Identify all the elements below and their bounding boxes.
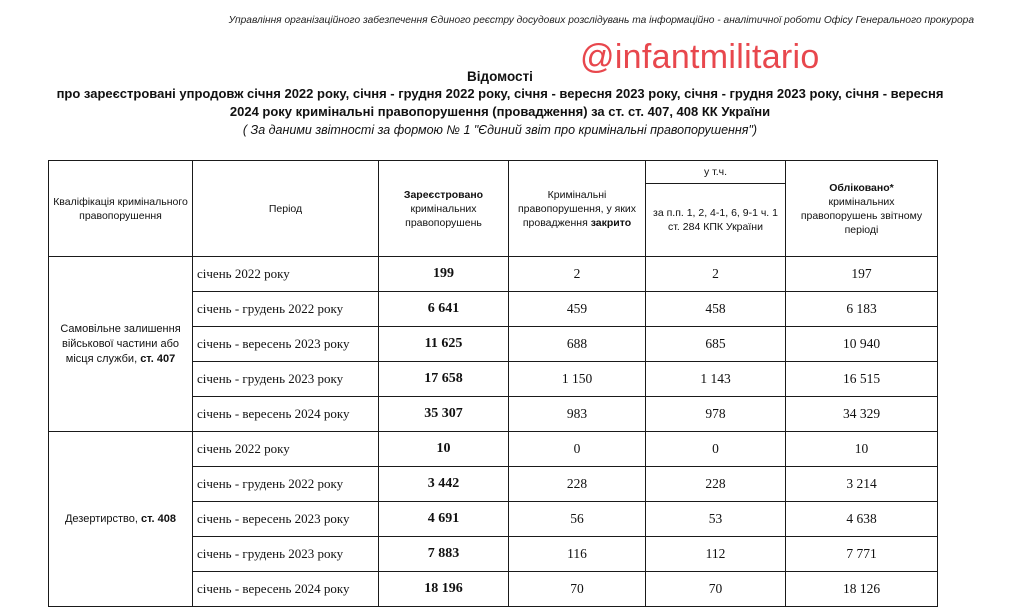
registered-cell: 3 442: [379, 467, 509, 502]
period-cell: січень 2022 року: [193, 432, 379, 467]
accounted-cell: 4 638: [786, 502, 938, 537]
title-block: [30, 68, 970, 139]
closed-cell: 459: [509, 292, 646, 327]
registered-cell: 18 196: [379, 572, 509, 607]
period-cell: січень - грудень 2022 року: [193, 467, 379, 502]
closed-cell: 688: [509, 327, 646, 362]
closed-sub-cell: 70: [646, 572, 786, 607]
header-including: у т.ч.: [646, 161, 786, 184]
header-qualification: Кваліфікація кримінального правопорушення: [49, 161, 193, 257]
period-cell: січень - вересень 2024 року: [193, 572, 379, 607]
accounted-cell: 18 126: [786, 572, 938, 607]
period-cell: січень - вересень 2023 року: [193, 502, 379, 537]
document-source-note: ( За даними звітності за формою № 1 "Єдиний звіт про кримінальні правопорушення"): [242, 123, 758, 137]
table-row: [49, 432, 938, 467]
registered-cell: 10: [379, 432, 509, 467]
closed-cell: 2: [509, 257, 646, 292]
department-header: Управління організаційного забезпечення Єдиного реєстру досудових розслідувань та інформаційно - аналітичної роботи Офісу Генерального прокурора: [228, 15, 974, 26]
registered-cell: 11 625: [379, 327, 509, 362]
header-accounted-rest: кримінальних правопорушень звітному періоді: [800, 195, 923, 236]
offense-article: ст. 407: [140, 352, 176, 365]
watermark: @infantmilitario: [580, 38, 820, 76]
accounted-cell: 34 329: [786, 397, 938, 432]
closed-sub-cell: 112: [646, 537, 786, 572]
accounted-cell: 10 940: [786, 327, 938, 362]
closed-cell: 228: [509, 467, 646, 502]
registered-cell: 7 883: [379, 537, 509, 572]
offense-article: ст. 408: [141, 512, 177, 525]
closed-cell: 116: [509, 537, 646, 572]
document-subtitle: про зареєстровані упродовж січня 2022 року, січня - грудня 2022 року, січня - вересня 2023 року, січня - грудня 2023 року, січня - вересня 2024 року кримінальні правопорушення (провадження) за ст. ст. 407, 408 КК України: [56, 86, 944, 119]
offense-cell: [49, 257, 193, 432]
closed-sub-cell: 685: [646, 327, 786, 362]
period-cell: січень - вересень 2023 року: [193, 327, 379, 362]
closed-cell: 0: [509, 432, 646, 467]
header-registered: [379, 161, 509, 257]
closed-sub-cell: 978: [646, 397, 786, 432]
registered-cell: 17 658: [379, 362, 509, 397]
offense-text: Дезертирство,: [64, 512, 141, 525]
accounted-cell: 3 214: [786, 467, 938, 502]
closed-cell: 56: [509, 502, 646, 537]
accounted-cell: 10: [786, 432, 938, 467]
closed-cell: 983: [509, 397, 646, 432]
header-period: Період: [193, 161, 379, 257]
statistics-table: [48, 160, 938, 607]
closed-sub-cell: 1 143: [646, 362, 786, 397]
accounted-cell: 6 183: [786, 292, 938, 327]
period-cell: січень 2022 року: [193, 257, 379, 292]
offense-text: Самовільне залишення військової частини або місця служби,: [60, 322, 181, 365]
header-accounted: [786, 161, 938, 257]
table-row: [49, 257, 938, 292]
header-registered-bold: Зареєстровано: [403, 188, 484, 201]
offense-cell: [49, 432, 193, 607]
accounted-cell: 197: [786, 257, 938, 292]
registered-cell: 35 307: [379, 397, 509, 432]
closed-cell: 1 150: [509, 362, 646, 397]
header-including-sub: за п.п. 1, 2, 4-1, 6, 9-1 ч. 1 ст. 284 КПК України: [646, 184, 786, 257]
period-cell: січень - грудень 2023 року: [193, 537, 379, 572]
document-title: Відомості: [467, 69, 533, 84]
period-cell: січень - вересень 2024 року: [193, 397, 379, 432]
closed-sub-cell: 2: [646, 257, 786, 292]
period-cell: січень - грудень 2023 року: [193, 362, 379, 397]
header-closed-text: Кримінальні правопорушення, у яких провадження: [517, 188, 637, 229]
period-cell: січень - грудень 2022 року: [193, 292, 379, 327]
registered-cell: 199: [379, 257, 509, 292]
header-closed: [509, 161, 646, 257]
closed-sub-cell: 228: [646, 467, 786, 502]
header-closed-bold: закрито: [590, 216, 632, 229]
header-accounted-bold: Обліковано*: [829, 181, 894, 194]
header-registered-rest: кримінальних правопорушень: [405, 202, 482, 229]
accounted-cell: 7 771: [786, 537, 938, 572]
closed-cell: 70: [509, 572, 646, 607]
accounted-cell: 16 515: [786, 362, 938, 397]
registered-cell: 4 691: [379, 502, 509, 537]
closed-sub-cell: 458: [646, 292, 786, 327]
closed-sub-cell: 0: [646, 432, 786, 467]
closed-sub-cell: 53: [646, 502, 786, 537]
registered-cell: 6 641: [379, 292, 509, 327]
